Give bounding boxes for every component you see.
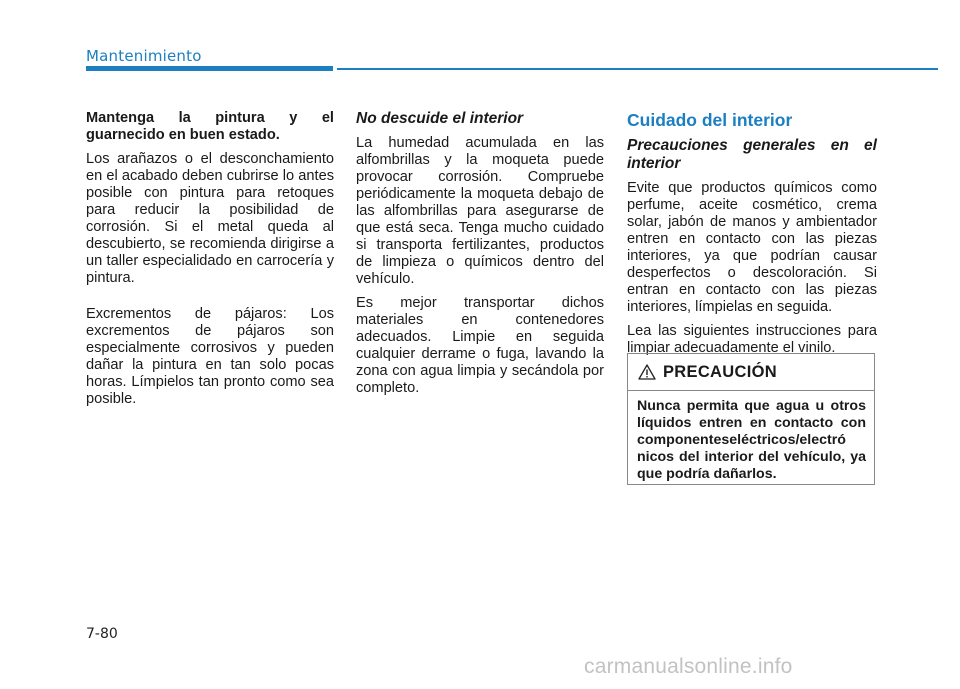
section-label: Mantenimiento [86,47,202,65]
interior-care-heading: Cuidado del interior [627,110,793,130]
warning-triangle-icon [638,364,656,380]
general-precautions-heading: Precauciones generales en el interior [627,137,877,172]
column-1 [86,110,334,415]
scratches-paragraph: Los arañazos o el desconchamiento en el acabado deben cubrirse lo antes posible con pintura para retoques para reducir la posibilidad de corrosión. Si el metal queda al descubierto, se recomienda dirigirse a un taller especialidado en carrocería y pintura. [86,151,334,286]
header-rule-thin [337,68,938,70]
paint-heading: Mantenga la pintura y el guarnecido en buen estado. [86,110,334,143]
interior-neglect-heading: No descuide el interior [356,110,524,127]
vinyl-instructions-paragraph: Lea las siguientes instrucciones para limpiar adecuadamente el vinilo. [627,323,877,356]
header-rule-thick [86,66,333,71]
page-number: 7-80 [86,626,118,642]
column-2 [356,110,604,404]
caution-text: Nunca permita que agua u otros líquidos entren en contacto con componenteseléctricos/electró nicos del interior del vehículo, ya que podría dañarlos. [637,398,866,482]
bird-droppings-paragraph: Excrementos de pájaros: Los excrementos de pájaros son especialmente corrosivos y pueden dañar la pintura en tan solo pocas horas. Límpielos tan pronto como sea posible. [86,306,334,407]
caution-box [627,353,875,485]
transport-paragraph: Es mejor transportar dichos materiales en contenedores adecuados. Limpie en seguida cualquier derrame o fuga, lavando la zona con agua limpia y secándola por completo. [356,295,604,396]
column-3 [627,110,877,364]
humidity-paragraph: La humedad acumulada en las alfombrillas y la moqueta puede provocar corrosión. Compruebe periódicamente la moqueta debajo de las alfombrillas para asegurarse de que está seca. Tenga mucho cuidado si transporta fertilizantes, productos de limpieza o químicos dentro del vehículo. [356,135,604,287]
watermark: carmanualsonline.info [584,655,793,678]
chemicals-paragraph: Evite que productos químicos como perfume, aceite cosmético, crema solar, jabón de manos y ambientador entren en contacto con las piezas interiores, ya que podrían causar desperfectos o descoloración. Si entran en contacto con las piezas interiores, límpielas en seguida. [627,180,877,315]
caution-title: PRECAUCIÓN [663,362,777,381]
caution-header [628,354,874,391]
